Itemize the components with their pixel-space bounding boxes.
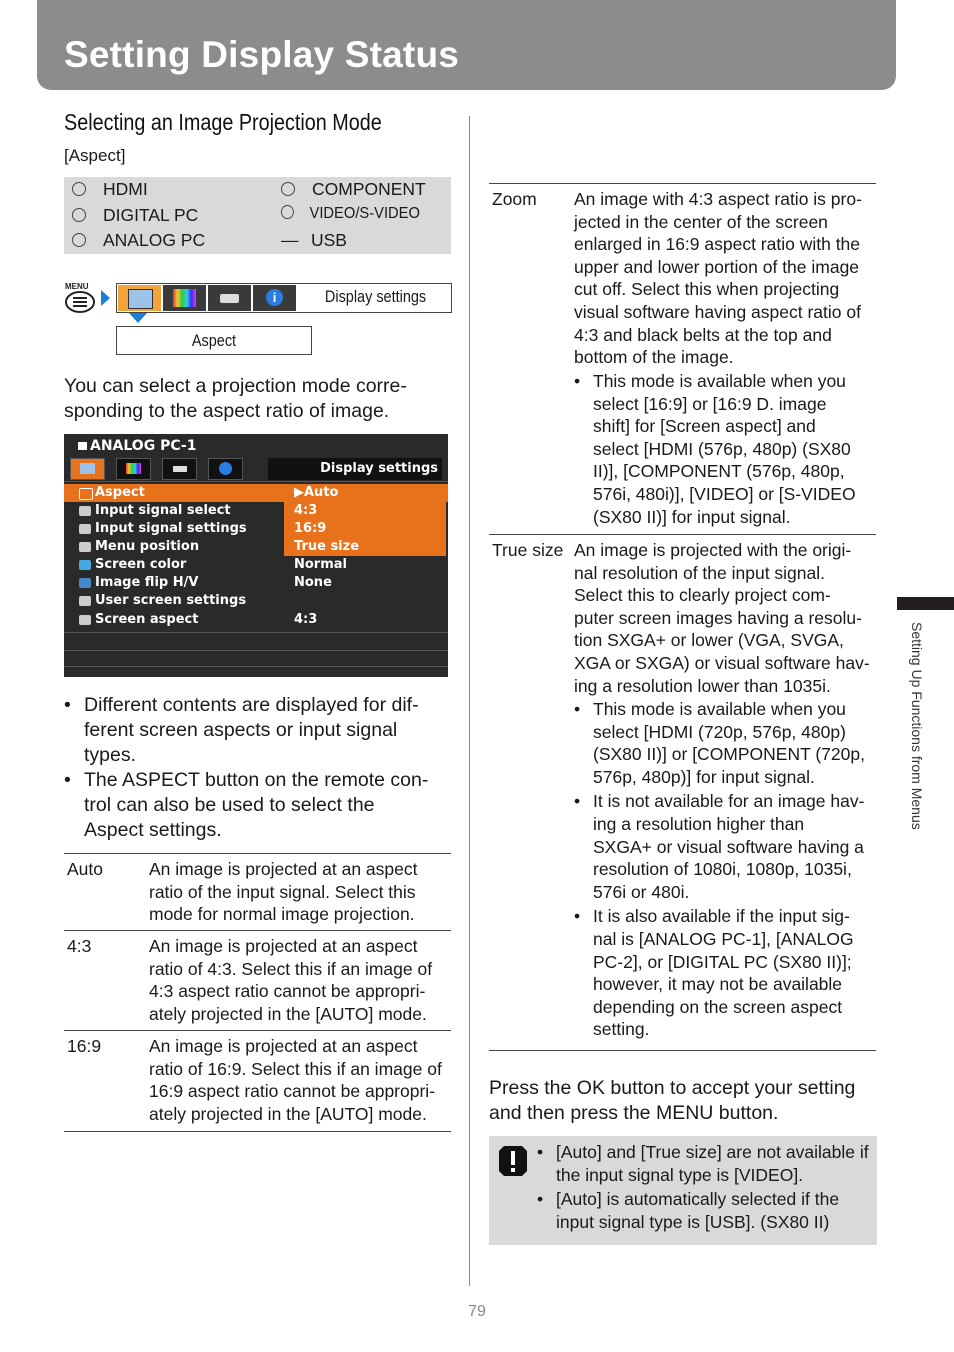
press-text: button to accept your setting and then press the (489, 1077, 856, 1124)
screen-row-value: Normal (294, 557, 347, 572)
mode-table-right (489, 183, 876, 1050)
menu-button-icon (64, 282, 96, 314)
display-settings-text: Display settings (325, 287, 427, 306)
circle-icon (72, 233, 86, 247)
section-title: Selecting an Image Projection Mode (64, 109, 382, 135)
screen-row-value: True size (294, 539, 360, 554)
dash-icon: — (281, 230, 299, 250)
screen-separator (64, 666, 448, 667)
bullet-item: • The ASPECT button on the remote con- trol can also be used to select the Aspect settings. (64, 768, 451, 843)
menu-position-icon (79, 542, 91, 552)
display-settings-label (301, 284, 451, 312)
circle-icon (281, 205, 294, 219)
ok-key-label: OK (576, 1077, 605, 1099)
screen-separator (64, 632, 448, 633)
mode-key: True size (492, 540, 564, 560)
signal-label: USB (311, 230, 347, 250)
tab-display-icon (118, 285, 161, 311)
mode-notes (574, 370, 876, 528)
screen-title (78, 438, 196, 454)
screen-row (64, 502, 448, 520)
screen-row-value: 4:3 (294, 612, 318, 627)
mode-notes (574, 698, 876, 1041)
mode-desc: An image is projected with the origi- nal resolution of the input signal. Select this to clearly project com- puter screen images having a resolu- tion SXGA+ or lower (VGA, SVGA, XGA or SXGA) or visual software hav- ing a resolution lower than 1035i. (574, 540, 870, 696)
screen-tab-image-icon (116, 458, 151, 480)
screen-tab-install-icon (162, 458, 197, 480)
signal-label: DIGITAL PC (103, 205, 199, 225)
signal-analog-pc (72, 230, 205, 251)
screen-row-label: User screen settings (95, 593, 247, 608)
mode-desc: An image is projected at an aspect ratio of 16:9. Select this if an image of 16:9 aspect ratio cannot be appropri- ately projected in the [AUTO] mode. (149, 1036, 442, 1124)
mode-key: Auto (67, 859, 103, 879)
note-item: • It is not available for an image hav- ing a resolution higher than SXGA+ or visual software having a resolution of 1080i, 1080p, 1035i, 576i or 480i. (574, 790, 876, 903)
note-item: • This mode is available when you select [16:9] or [16:9 D. image shift] for [Screen aspect] and select [HDMI (576p, 480p) (SX80 II)], [COMPONENT (576p, 480p, 576i, 480i)], [VIDEO] or [S-VIDEO (SX80 II)] for input signal. (574, 370, 876, 528)
table-row (489, 534, 876, 1051)
screen-tab-info-icon (208, 458, 243, 480)
page-title: Setting Display Status (64, 34, 460, 75)
screen-row-value: 16:9 (294, 521, 327, 536)
input-select-icon (79, 506, 91, 516)
press-text: button. (713, 1102, 779, 1124)
screen-tab-bar (70, 458, 442, 482)
press-instruction (489, 1076, 879, 1126)
screen-row (64, 520, 448, 538)
arrow-right-icon (101, 290, 110, 306)
column-divider (469, 116, 470, 1286)
mode-desc: An image is projected at an aspect ratio of the input signal. Select this mode for normal image projection. (149, 859, 418, 925)
screen-separator (64, 650, 448, 651)
bullet-item: • Different contents are displayed for dif- ferent screen aspects or input signal types. (64, 693, 451, 768)
signal-table (64, 177, 451, 254)
mode-desc: An image with 4:3 aspect ratio is pro- jected in the center of the screen enlarged in 16:9 aspect ratio with the upper and lower portion of the image cut off. Select this when projecting visual software having aspect ratio of 4:3 and black belts at the top and bottom of the image. (574, 189, 862, 368)
tab-install-icon (208, 285, 251, 311)
chapter-label (909, 622, 925, 842)
page-number: 79 (468, 1303, 486, 1320)
screen-row (64, 611, 448, 629)
screen-row-label: Screen aspect (95, 612, 199, 627)
screen-row-label: Image flip H/V (95, 575, 199, 590)
caution-item: • [Auto] is automatically selected if the input signal type is [USB]. (SX80 II) (537, 1188, 869, 1233)
signal-component (281, 179, 426, 200)
input-settings-icon (79, 524, 91, 534)
screen-row (64, 592, 448, 610)
arrow-down-icon (129, 313, 147, 323)
screen-row (64, 484, 448, 502)
table-row (489, 183, 876, 535)
menu-tab-bar (116, 283, 452, 313)
note-item: • It is also available if the input sig- nal is [ANALOG PC-1], [ANALOG PC-2], or [DIGITAL PC (SX80 II)]; however, it may not be available depending on the screen aspect setting. (574, 905, 876, 1041)
screen-row (64, 574, 448, 592)
mode-key: Zoom (492, 189, 537, 209)
aspect-tag: [Aspect] (64, 146, 126, 165)
mode-desc: An image is projected at an aspect ratio of 4:3. Select this if an image of 4:3 aspect ratio cannot be appropri- ately projected in the [AUTO] mode. (149, 936, 433, 1024)
screen-color-icon (79, 560, 91, 570)
signal-video (281, 205, 420, 223)
menu-key-label: MENU (655, 1102, 714, 1124)
image-flip-icon (79, 578, 91, 588)
tab-image-icon (163, 285, 206, 311)
screen-row (64, 538, 448, 556)
circle-icon (72, 182, 86, 196)
mode-key: 4:3 (67, 936, 92, 956)
signal-digital-pc (72, 205, 198, 226)
screen-title-text: ANALOG PC-1 (90, 438, 197, 454)
tab-info-icon: i (253, 285, 296, 311)
aspect-label-box (116, 326, 312, 355)
aspect-label-text: Aspect (191, 331, 237, 350)
caution-list (537, 1141, 869, 1235)
bullet-list (64, 693, 451, 843)
screen-row-value: ▶Auto (294, 485, 339, 500)
menu-icon-text: MENU (65, 282, 89, 291)
screen-row-label: Input signal settings (95, 521, 247, 536)
caution-item: • [Auto] and [True size] are not available if the input signal type is [VIDEO]. (537, 1141, 869, 1186)
input-icon (78, 442, 87, 450)
caution-icon (499, 1146, 527, 1176)
table-row (64, 853, 451, 931)
circle-icon (281, 182, 295, 196)
signal-label: COMPONENT (312, 179, 426, 199)
user-screen-icon (79, 596, 91, 606)
screen-row-label: Screen color (95, 557, 187, 572)
screen-aspect-icon (79, 615, 91, 625)
circle-icon (72, 208, 86, 222)
chapter-label-text: Setting Up Functions from Menus (909, 622, 925, 830)
screen-row-label: Aspect (95, 485, 145, 500)
screen-row-value: None (294, 575, 332, 590)
screen-tab-label: Display settings (268, 458, 442, 480)
screen-row-label: Input signal select (95, 503, 231, 518)
screen-separator (64, 481, 448, 482)
mode-key: 16:9 (67, 1036, 102, 1056)
title-banner (37, 0, 896, 90)
menu-screenshot (64, 434, 448, 677)
mode-table-left (64, 853, 451, 1131)
note-item: • This mode is available when you select [HDMI (720p, 576p, 480p) (SX80 II)] or [COMPONENT (720p, 576p, 480p)] for input signal. (574, 698, 876, 788)
press-text: Press the (489, 1077, 577, 1099)
signal-label: HDMI (103, 179, 148, 199)
chapter-tab (897, 597, 954, 610)
screen-row-value: 4:3 (294, 503, 318, 518)
screen-row-label: Menu position (95, 539, 200, 554)
intro-paragraph: You can select a projection mode corre- sponding to the aspect ratio of image. (64, 375, 407, 422)
signal-hdmi (72, 179, 148, 200)
table-row (64, 1030, 451, 1132)
aspect-row-icon (79, 488, 93, 500)
signal-label: ANALOG PC (103, 230, 206, 250)
signal-label: VIDEO/S-VIDEO (309, 205, 420, 222)
table-row (64, 930, 451, 1031)
signal-usb (281, 230, 347, 251)
screen-row (64, 556, 448, 574)
screen-tab-display-icon (70, 458, 105, 480)
